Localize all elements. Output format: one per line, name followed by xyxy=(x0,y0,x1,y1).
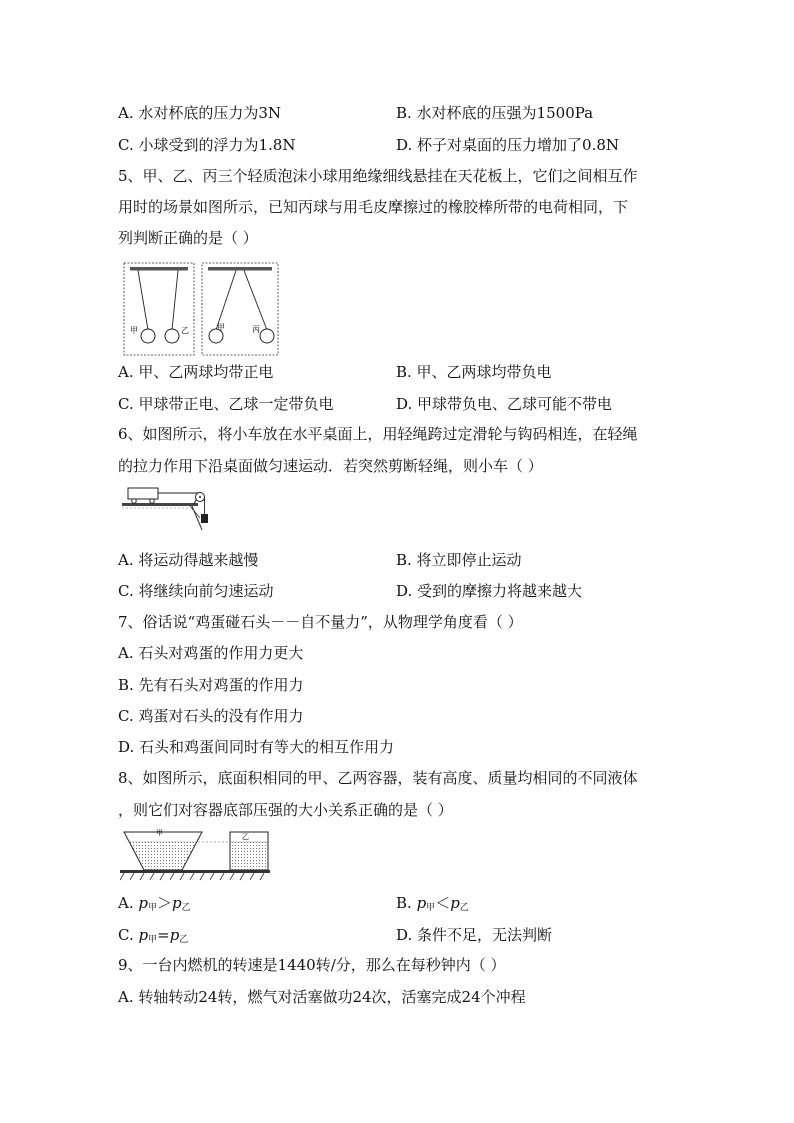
q8-label-yi: 乙 xyxy=(242,833,249,841)
q4-option-d: D. 杯子对桌面的压力增加了0.8N xyxy=(396,136,620,154)
cart xyxy=(128,488,158,499)
q5-stem-line-2: 用时的场景如图所示，已知丙球与用毛皮摩擦过的橡胶棒所带的电荷相同，下 xyxy=(118,198,629,216)
q5-option-a: A. 甲、乙两球均带正电 xyxy=(118,363,274,381)
q4-option-a: A. 水对杯底的压力为3N xyxy=(118,104,282,122)
q9-stem: 9、一台内燃机的转速是1440转/分，那么在每秒钟内（ ） xyxy=(118,956,506,974)
q7-stem: 7、俗话说“鸡蛋碰石头－－自不量力”，从物理学角度看（ ） xyxy=(118,613,523,631)
q7-option-a: A. 石头对鸡蛋的作用力更大 xyxy=(118,644,304,662)
q5-panel-right xyxy=(202,263,278,355)
q8-option-c: C. $p_甲=p_乙$ xyxy=(118,926,189,945)
q7-option-d: D. 石头和鸡蛋间同时有等大的相互作用力 xyxy=(118,738,395,756)
hook-weight xyxy=(201,514,208,523)
q5-stem-line-1: 5、甲、乙、丙三个轻质泡沫小球用绝缘细线悬挂在天花板上，它们之间相互作 xyxy=(118,167,638,185)
q7-option-c: C. 鸡蛋对石头的没有作用力 xyxy=(118,707,304,725)
q6-option-a: A. 将运动得越来越慢 xyxy=(118,551,259,569)
q7-option-b: B. 先有石头对鸡蛋的作用力 xyxy=(118,676,304,694)
q5-label-jia-right: 甲 xyxy=(217,323,225,332)
q6-option-d: D. 受到的摩擦力将越来越大 xyxy=(396,582,583,600)
q8-option-a: A. $p_甲>p_乙$ xyxy=(118,894,191,913)
q8-stem-line-1: 8、如图所示，底面积相同的甲、乙两容器，装有高度、质量均相同的不同液体 xyxy=(118,769,638,787)
q6-stem-line-1: 6、如图所示，将小车放在水平桌面上，用轻绳跨过定滑轮与钩码相连，在轻绳 xyxy=(118,425,638,443)
q5-label-bing: 丙 xyxy=(252,325,260,334)
q5-label-yi: 乙 xyxy=(181,326,189,335)
q6-option-b: B. 将立即停止运动 xyxy=(396,551,522,569)
q5-option-c: C. 甲球带正电、乙球一定带负电 xyxy=(118,395,334,413)
q9-option-a: A. 转轴转动24转，燃气对活塞做功24次，活塞完成24个冲程 xyxy=(118,988,526,1006)
q5-stem-line-3: 列判断正确的是（ ） xyxy=(118,229,258,247)
q5-option-d: D. 甲球带负电、乙球可能不带电 xyxy=(396,395,613,413)
q8-option-b: B. $p_甲<p_乙$ xyxy=(396,894,469,913)
q6-stem-line-2: 的拉力作用下沿桌面做匀速运动．若突然剪断轻绳，则小车（ ） xyxy=(118,457,543,475)
q8-option-d: D. 条件不足，无法判断 xyxy=(396,926,553,944)
q8-stem-line-2: ，则它们对容器底部压强的大小关系正确的是（ ） xyxy=(118,801,453,819)
q6-cart-pulley-figure xyxy=(120,484,220,532)
q6-option-c: C. 将继续向前匀速运动 xyxy=(118,582,274,600)
q8-containers-figure xyxy=(120,826,270,884)
q8-label-jia: 甲 xyxy=(156,829,163,837)
q5-pendulum-figure xyxy=(120,260,282,360)
q5-panel-left xyxy=(124,263,194,355)
q4-option-b: B. 水对杯底的压强为1500Pa xyxy=(396,104,594,122)
q4-option-c: C. 小球受到的浮力为1.8N xyxy=(118,136,296,154)
q5-option-b: B. 甲、乙两球均带负电 xyxy=(396,363,552,381)
q5-label-jia-left: 甲 xyxy=(130,326,138,335)
